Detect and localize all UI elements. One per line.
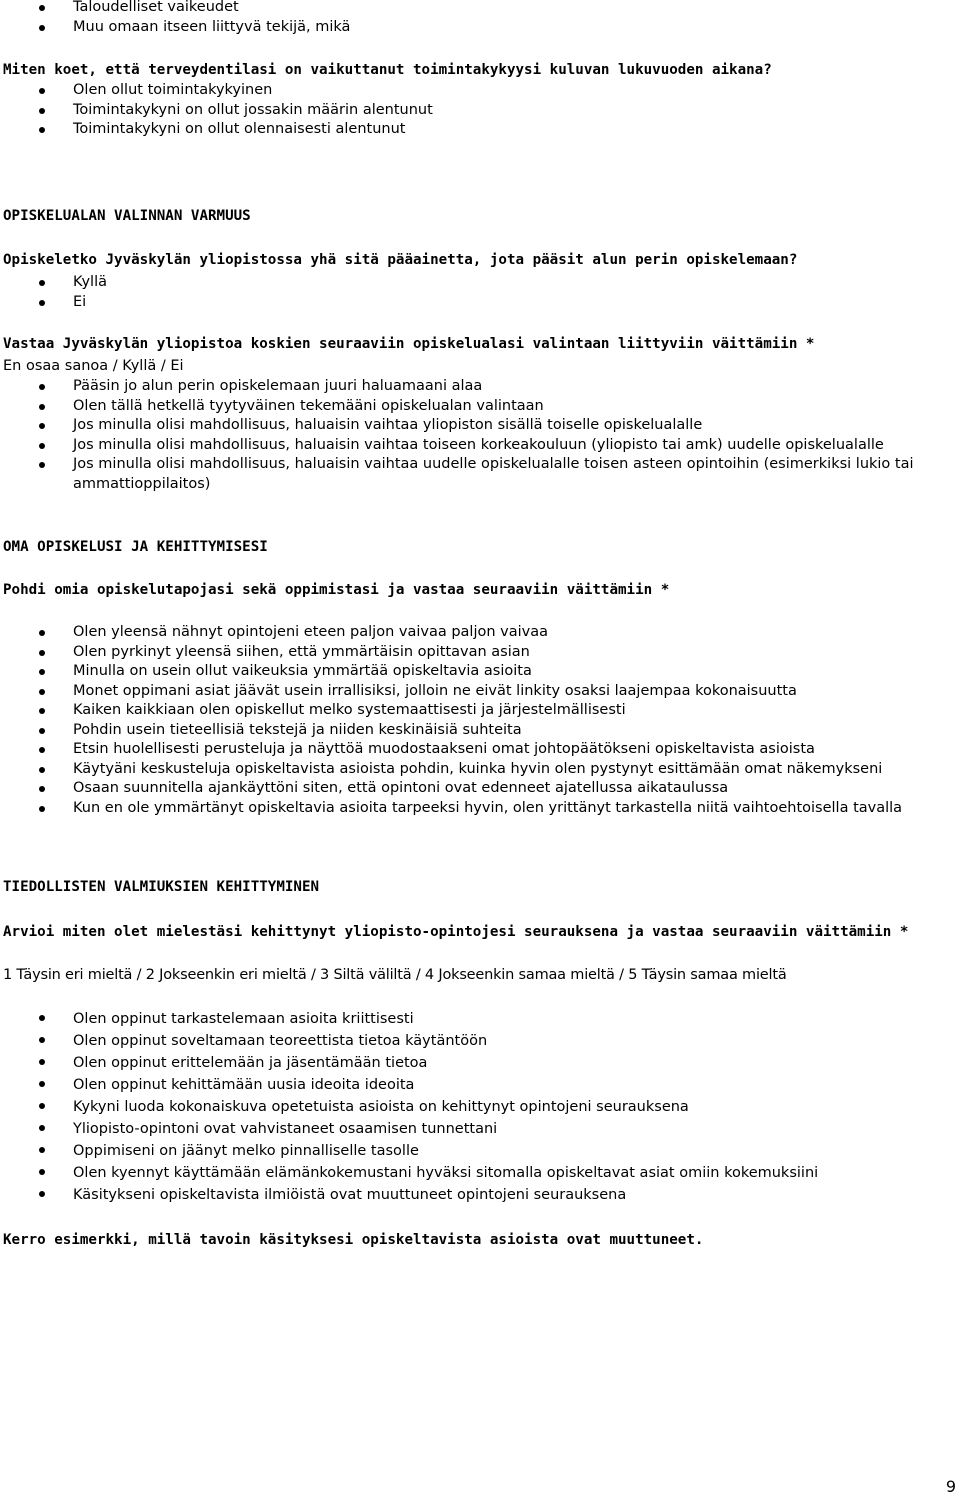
- list-item: Muu omaan itseen liittyvä tekijä, mikä: [3, 18, 956, 38]
- list-item: Yliopisto-opintoni ovat vahvistaneet osaamisen tunnettani: [3, 1118, 956, 1140]
- health-options: [3, 81, 956, 140]
- choice-statements: [3, 377, 956, 494]
- question-major: Opiskeletko Jyväskylän yliopistossa yhä sitä pääainetta, jota pääsit alun perin opiskelemaan?: [3, 252, 798, 268]
- question-skills: Arvioi miten olet mielestäsi kehittynyt yliopisto-opintojesi seurauksena ja vastaa seuraaviin väittämiin *: [3, 924, 909, 940]
- list-item: Oppimiseni on jäänyt melko pinnalliselle tasolle: [3, 1140, 956, 1162]
- list-item: Minulla on usein ollut vaikeuksia ymmärtää opiskeltavia asioita: [3, 662, 956, 682]
- list-item: Taloudelliset vaikeudet: [3, 0, 956, 18]
- question-health: Miten koet, että terveydentilasi on vaikuttanut toimintakykyysi kuluvan lukuvuoden aikana?: [3, 62, 772, 78]
- answer-scale: En osaa sanoa / Kyllä / Ei: [3, 358, 184, 374]
- list-item: Jos minulla olisi mahdollisuus, haluaisin vaihtaa yliopiston sisällä toiselle opiskelualalle: [3, 416, 956, 436]
- list-item: Olen ollut toimintakykyinen: [3, 81, 956, 101]
- list-item: Pääsin jo alun perin opiskelemaan juuri haluamaani alaa: [3, 377, 956, 397]
- list-item: Olen oppinut tarkastelemaan asioita kriittisesti: [3, 1008, 956, 1030]
- rating-scale: 1 Täysin eri mieltä / 2 Jokseenkin eri mieltä / 3 Siltä väliltä / 4 Jokseenkin samaa mieltä / 5 Täysin samaa mieltä: [3, 967, 787, 983]
- list-item: Kun en ole ymmärtänyt opiskeltavia asioita tarpeeksi hyvin, olen yrittänyt tarkastella niitä vaihtoehtoisella tavalla: [3, 799, 956, 819]
- list-item: Käytyäni keskusteluja opiskeltavista asioista pohdin, kuinka hyvin olen pystynyt esittämään omat näkemykseni: [3, 760, 956, 780]
- list-item: Olen tällä hetkellä tyytyväinen tekemääni opiskelualan valintaan: [3, 397, 956, 417]
- list-item: Olen oppinut soveltamaan teoreettista tietoa käytäntöön: [3, 1030, 956, 1052]
- section-heading-skills: TIEDOLLISTEN VALMIUKSIEN KEHITTYMINEN: [3, 879, 320, 895]
- list-item: Olen pyrkinyt yleensä siihen, että ymmärtäisin opittavan asian: [3, 643, 956, 663]
- list-item: Toimintakykyni on ollut olennaisesti alentunut: [3, 120, 956, 140]
- list-item: Toimintakykyni on ollut jossakin määrin alentunut: [3, 101, 956, 121]
- list-item: Olen oppinut kehittämään uusia ideoita ideoita: [3, 1074, 956, 1096]
- list-item: Olen oppinut erittelemään ja jäsentämään tietoa: [3, 1052, 956, 1074]
- intro-list: [3, 0, 956, 37]
- list-item: Monet oppimani asiat jäävät usein irrallisiksi, jolloin ne eivät linkity osaksi laajempaa kokonaisuutta: [3, 682, 956, 702]
- list-item: Etsin huolellisesti perusteluja ja näyttöä muodostaakseni omat johtopäätökseni opiskeltavista asioista: [3, 740, 956, 760]
- list-item: Pohdin usein tieteellisiä tekstejä ja niiden keskinäisiä suhteita: [3, 721, 956, 741]
- list-item: Jos minulla olisi mahdollisuus, haluaisin vaihtaa uudelle opiskelualalle toisen asteen opintoihin (esimerkiksi lukio tai ammattioppilaitos): [3, 455, 956, 494]
- section-heading-choice: OPISKELUALAN VALINNAN VARMUUS: [3, 208, 251, 224]
- major-options: [3, 273, 956, 312]
- list-item: Osaan suunnitella ajankäyttöni siten, että opintoni ovat edenneet ajatellussa aikataulussa: [3, 779, 956, 799]
- list-item: Kaiken kaikkiaan olen opiskellut melko systemaattisesti ja järjestelmällisesti: [3, 701, 956, 721]
- section-heading-study: OMA OPISKELUSI JA KEHITTYMISESI: [3, 539, 268, 555]
- question-study: Pohdi omia opiskelutapojasi sekä oppimistasi ja vastaa seuraaviin väittämiin *: [3, 582, 670, 598]
- list-item: Jos minulla olisi mahdollisuus, haluaisin vaihtaa toiseen korkeakouluun (yliopisto tai amk) uudelle opiskelualalle: [3, 436, 956, 456]
- list-item: Ei: [3, 293, 956, 313]
- list-item: Kyllä: [3, 273, 956, 293]
- question-example: Kerro esimerkki, millä tavoin käsityksesi opiskeltavista asioista ovat muuttuneet.: [3, 1232, 704, 1248]
- list-item: Olen kyennyt käyttämään elämänkokemustani hyväksi sitomalla opiskeltavat asiat omiin kokemuksiini: [3, 1162, 956, 1184]
- skills-statements: [3, 1008, 956, 1206]
- page-number: 9: [945, 1477, 956, 1496]
- list-item: Olen yleensä nähnyt opintojeni eteen paljon vaivaa paljon vaivaa: [3, 623, 956, 643]
- list-item: Kykyni luoda kokonaiskuva opetetuista asioista on kehittynyt opintojeni seurauksena: [3, 1096, 956, 1118]
- study-statements: [3, 623, 956, 818]
- list-item: Käsitykseni opiskeltavista ilmiöistä ovat muuttuneet opintojeni seurauksena: [3, 1184, 956, 1206]
- question-choice-statements: Vastaa Jyväskylän yliopistoa koskien seuraaviin opiskelualasi valintaan liittyviin väittämiin *: [3, 336, 815, 352]
